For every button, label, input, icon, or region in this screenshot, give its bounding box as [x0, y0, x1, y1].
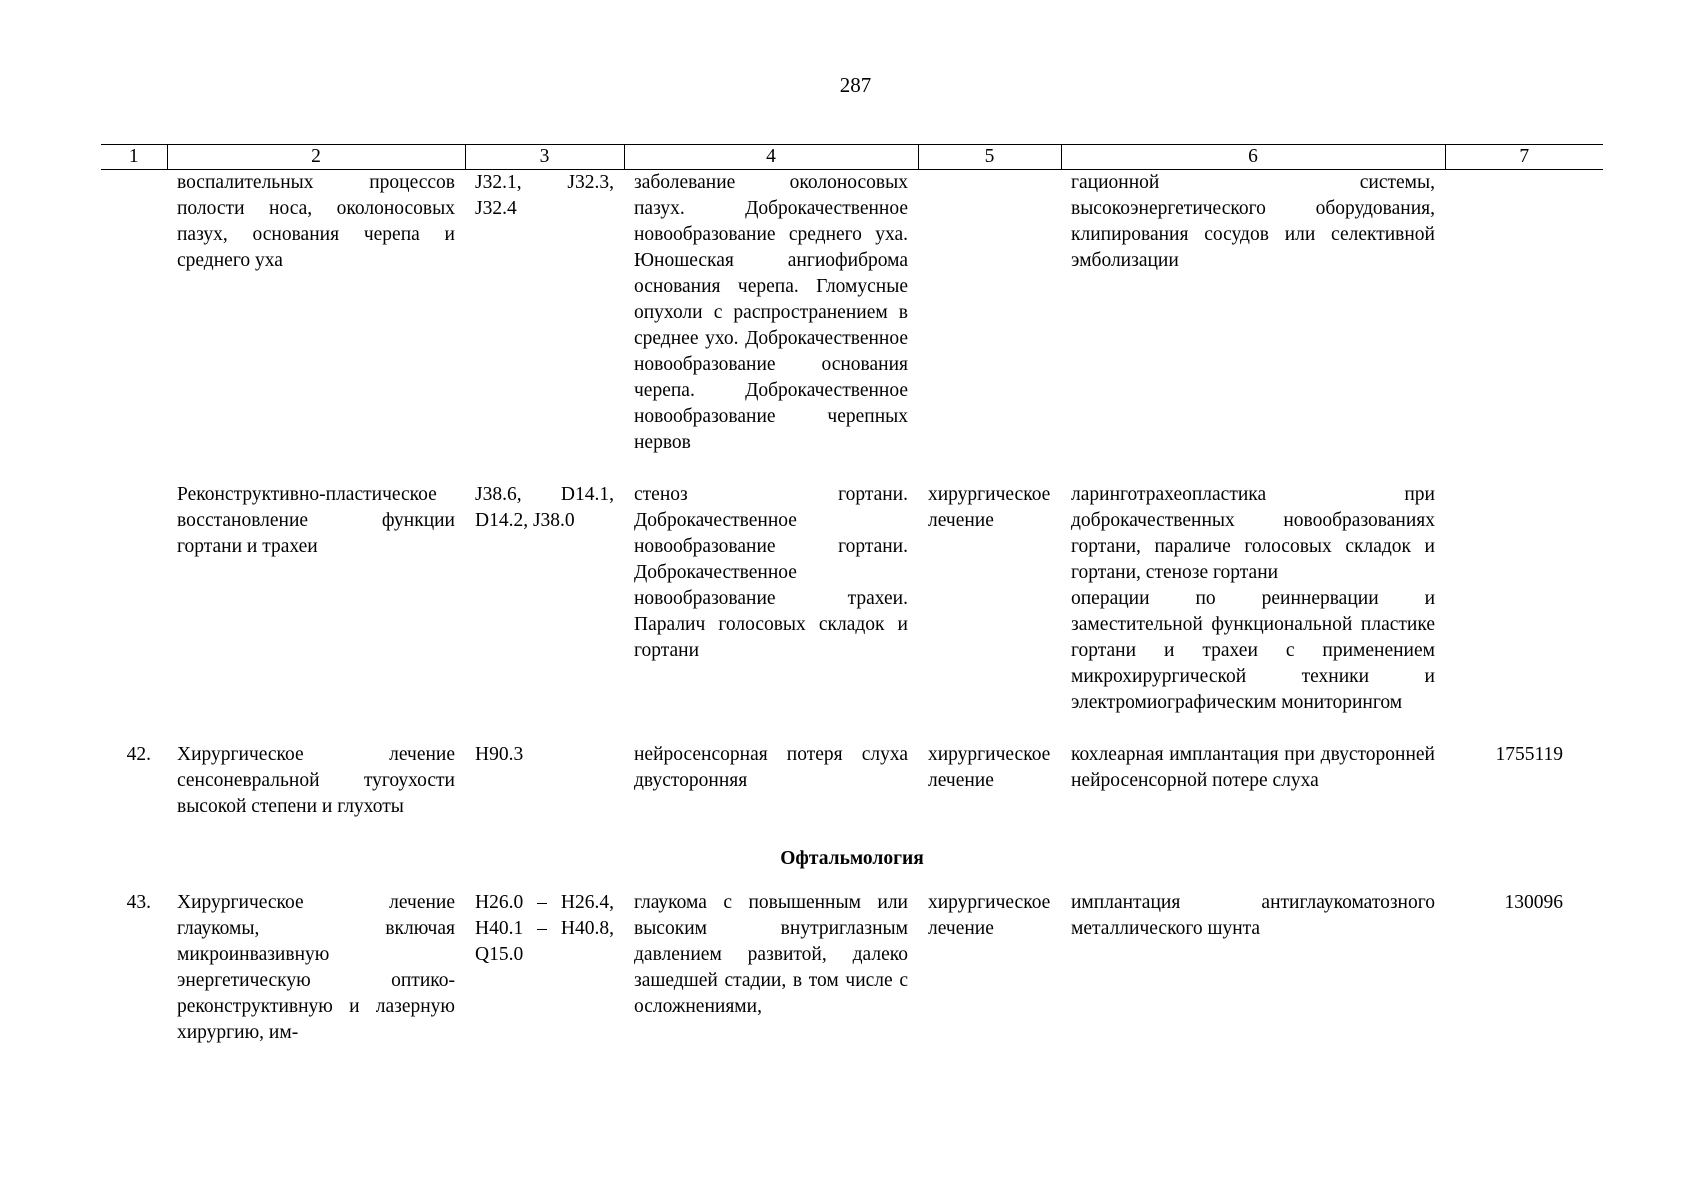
diagnosis: стеноз гортани. Доброкачественное новообразование гортани. Доброкачественное новообразование трахеи. Паралич голосовых складок и гортани: [634, 484, 908, 661]
table-row: [101, 742, 1603, 820]
treatment-type: хирургическое лечение: [928, 484, 1051, 531]
section-header-row: [101, 820, 1603, 890]
cost-value: [1445, 170, 1603, 457]
row-number: 42.: [126, 744, 151, 765]
service-name: Реконструктивно-пластическое восстановление функции гортани и трахеи: [177, 484, 455, 557]
column-numbers-row: [101, 145, 1603, 170]
treatment-method: имплантация антиглаукоматозного металлического шунта: [1071, 892, 1435, 939]
row-number: [101, 170, 167, 457]
diagnosis: заболевание околоносовых пазух. Доброкачественное новообразование среднего уха. Юношеская ангиофиброма основания черепа. Гломусные опухоли с распространением в среднее ухо. Доброкачественное новообразование основания черепа. Доброкачественное новообразование черепных нервов: [634, 172, 908, 453]
table-row: [101, 482, 1603, 716]
treatment-method: кохлеарная имплантация при двусторонней нейросенсорной потере слуха: [1071, 744, 1435, 791]
column-header-1: 1: [101, 145, 167, 170]
icd-codes: J38.6, D14.1, D14.2, J38.0: [475, 484, 614, 531]
section-title: Офтальмология: [780, 848, 924, 869]
cost-value: 130096: [1504, 892, 1563, 913]
column-header-5: 5: [918, 145, 1061, 170]
column-header-2: 2: [167, 145, 465, 170]
row-number: [101, 482, 167, 716]
table-row: [101, 890, 1603, 1046]
diagnosis: глаукома с повышенным или высоким внутриглазным давлением развитой, далеко зашедшей стадии, в том числе с осложнениями,: [634, 892, 908, 1017]
service-name: воспалительных процессов полости носа, околоносовых пазух, основания черепа и среднего уха: [177, 172, 455, 271]
treatment-method: гационной системы, высокоэнергетического оборудования, клипирования сосудов или селективной эмболизации: [1071, 172, 1435, 271]
row-number: 43.: [126, 892, 151, 913]
treatment-method-1: ларинготрахеопластика при доброкачественных новообразованиях гортани, параличе голосовых складок и гортани, стенозе гортани: [1071, 484, 1435, 583]
services-table: [101, 144, 1603, 1046]
table-row: [101, 170, 1603, 457]
cost-value: 1755119: [1495, 744, 1563, 765]
treatment-type: хирургическое лечение: [928, 744, 1051, 791]
treatment-type: хирургическое лечение: [928, 892, 1051, 939]
icd-codes: J32.1, J32.3, J32.4: [475, 172, 614, 219]
treatment-type: [918, 170, 1061, 457]
page-number: 287: [839, 73, 872, 97]
column-header-6: 6: [1061, 145, 1445, 170]
column-header-4: 4: [624, 145, 918, 170]
treatment-method: [1061, 482, 1445, 716]
icd-codes: H26.0 – H26.4, H40.1 – H40.8, Q15.0: [475, 892, 614, 965]
column-header-3: 3: [465, 145, 624, 170]
column-header-7: 7: [1445, 145, 1603, 170]
cost-value: [1445, 482, 1603, 716]
service-name: Хирургическое лечение сенсоневральной тугоухости высокой степени и глухоты: [177, 744, 455, 817]
service-name: Хирургическое лечение глаукомы, включая микроинвазивную энергетическую оптико-реконструктивную и лазерную хирургию, им-: [177, 892, 455, 1043]
treatment-method-2: операции по реиннервации и заместительной функциональной пластике гортани и трахеи с применением микрохирургической техники и электромиографическим мониторингом: [1071, 588, 1435, 713]
diagnosis: нейросенсорная потеря слуха двусторонняя: [634, 744, 908, 791]
icd-codes: H90.3: [475, 744, 524, 765]
